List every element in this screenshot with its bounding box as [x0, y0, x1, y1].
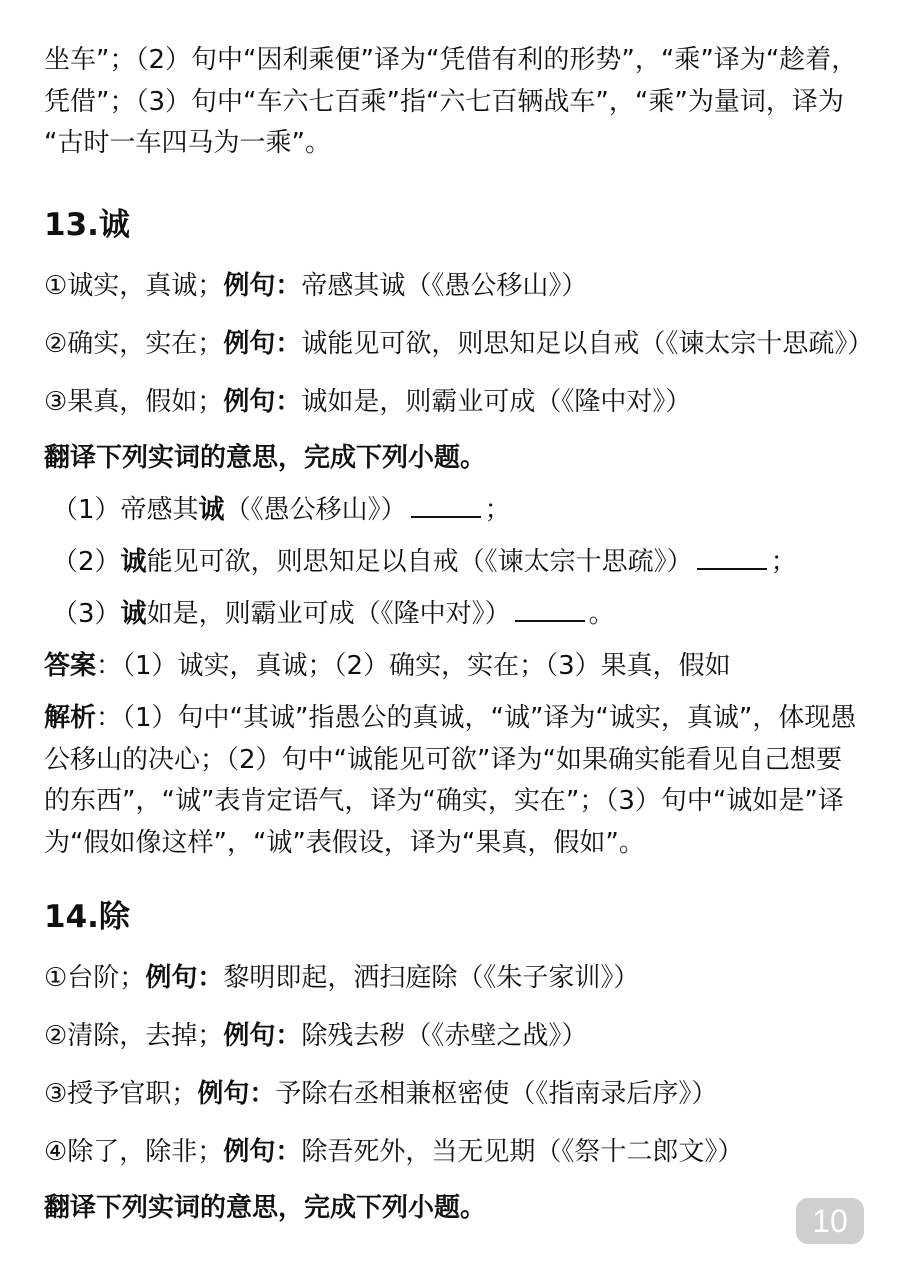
- answer-blank: [697, 544, 767, 570]
- question-item: （3）诚如是，则霸业可成（《隆中对》） 。: [44, 594, 894, 646]
- question-item: （2）诚能见可欲，则思知足以自戒（《谏太宗十思疏》） ；: [44, 542, 894, 594]
- text-line: 解析：（1）句中“其诚”指愚公的真诚，“诚”译为“诚实，真诚”，体现愚: [44, 703, 857, 733]
- definition-list-14: [44, 958, 894, 1188]
- text-line: “古时一车四马为一乘”。: [44, 128, 331, 158]
- question-item: （1）帝感其诚（《愚公移山》） ；: [44, 490, 894, 542]
- text-line: 为“假如像这样”，“诚”表假设，译为“果真，假如”。: [44, 827, 645, 858]
- definition-item: ①诚实，真诚；例句：帝感其诚（《愚公移山》）: [44, 271, 588, 301]
- task-instruction: 翻译下列实词的意思，完成下列小题。: [44, 1193, 487, 1223]
- answer-blank: [515, 596, 585, 622]
- definition-item: ③授予官职；例句：予除右丞相兼枢密使（《指南录后序》）: [44, 1079, 718, 1109]
- definition-item: ④除了，除非；例句：除吾死外，当无见期（《祭十二郎文》）: [44, 1137, 744, 1167]
- answer-line: 答案：（1）诚实，真诚；（2）确实，实在；（3）果真，假如: [44, 651, 731, 681]
- document-page: [44, 40, 894, 1228]
- definition-item: ③果真，假如；例句：诚如是，则霸业可成（《隆中对》）: [44, 387, 692, 417]
- section-heading-13: 13.诚: [44, 207, 130, 243]
- intro-paragraph: [44, 40, 894, 166]
- text-line: 凭借”；（3）句中“车六七百乘”指“六七百辆战车”，“乘”为量词，译为: [44, 86, 844, 117]
- task-instruction: 翻译下列实词的意思，完成下列小题。: [44, 443, 487, 473]
- page-number-badge: 10: [796, 1198, 864, 1244]
- answer-blank: [411, 492, 481, 518]
- definition-item: ②确实，实在；例句：诚能见可欲，则思知足以自戒（《谏太宗十思疏》）: [44, 329, 874, 359]
- definition-item: ②清除，去掉；例句：除残去秽（《赤壁之战》）: [44, 1021, 588, 1051]
- definition-item: ①台阶；例句：黎明即起，洒扫庭除（《朱子家训》）: [44, 963, 640, 993]
- section-heading-14: 14.除: [44, 899, 130, 935]
- text-line: 的东西”，“诚”表肯定语气，译为“确实，实在”；（3）句中“诚如是”译: [44, 786, 844, 816]
- analysis-paragraph: [44, 698, 894, 864]
- definition-list-13: [44, 266, 894, 438]
- text-line: 公移山的决心；（2）句中“诚能见可欲”译为“如果确实能看见自己想要: [44, 744, 842, 775]
- text-line: 坐车”；（2）句中“因利乘便”译为“凭借有利的形势”，“乘”译为“趁着，: [44, 45, 858, 75]
